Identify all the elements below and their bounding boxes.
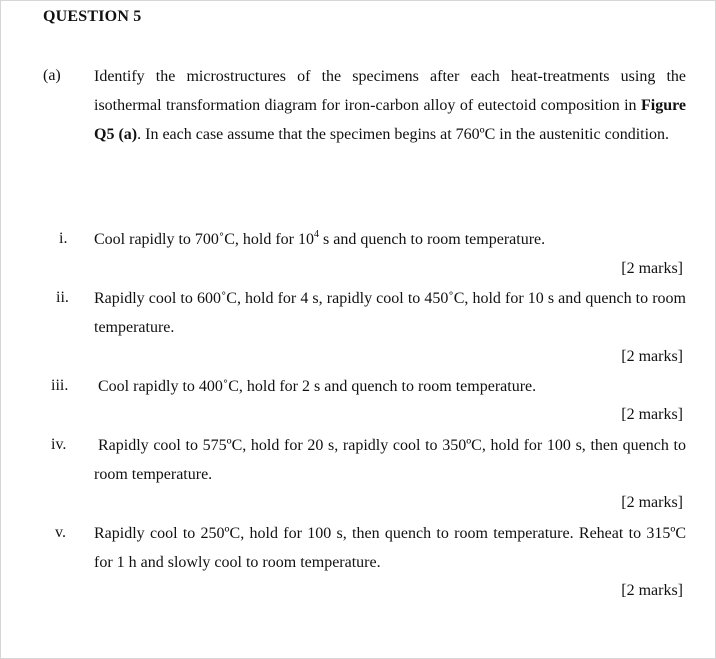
question-title: QUESTION 5: [43, 8, 142, 25]
item-numeral-i: i.: [59, 230, 68, 247]
item-text-iii: Cool rapidly to 400˚C, hold for 2 s and quench to room temperature.: [98, 378, 537, 395]
part-a-instructions: [94, 62, 686, 149]
marks-iv: [2 marks]: [621, 494, 683, 511]
marks-v: [2 marks]: [621, 582, 683, 599]
part-label: (a): [43, 67, 61, 84]
item-i-text-after: s and quench to room temperature.: [318, 231, 546, 248]
marks-iii: [2 marks]: [621, 406, 683, 423]
intro-text-before: Identify the microstructures of the specimens after each heat-treatments using the isothermal transformation diagram for iron-carbon alloy of eutectoid composition in: [94, 68, 686, 114]
item-text-i: [94, 225, 686, 254]
item-numeral-ii: ii.: [56, 289, 69, 306]
item-text-v: Rapidly cool to 250ºC, hold for 100 s, then quench to room temperature. Reheat to 315ºC for 1 h and slowly cool to room temperature.: [94, 525, 686, 571]
item-numeral-v: v.: [55, 524, 66, 541]
item-text-ii: Rapidly cool to 600˚C, hold for 4 s, rapidly cool to 450˚C, hold for 10 s and quench to room temperature.: [94, 290, 686, 336]
item-numeral-iii: iii.: [51, 377, 69, 394]
item-text-iv: Rapidly cool to 575ºC, hold for 20 s, rapidly cool to 350ºC, hold for 100 s, then quench to room temperature.: [94, 437, 686, 483]
item-i-text-before: Cool rapidly to 700˚C, hold for 10: [94, 231, 314, 248]
item-numeral-iv: iv.: [51, 436, 67, 453]
item-i-exponent: 4: [313, 228, 319, 240]
marks-ii: [2 marks]: [621, 348, 683, 365]
intro-text-after: . In each case assume that the specimen begins at 760ºC in the austenitic condition.: [137, 126, 670, 143]
figure-reference: Figure Q5 (a): [94, 97, 686, 143]
marks-i: [2 marks]: [621, 260, 683, 277]
